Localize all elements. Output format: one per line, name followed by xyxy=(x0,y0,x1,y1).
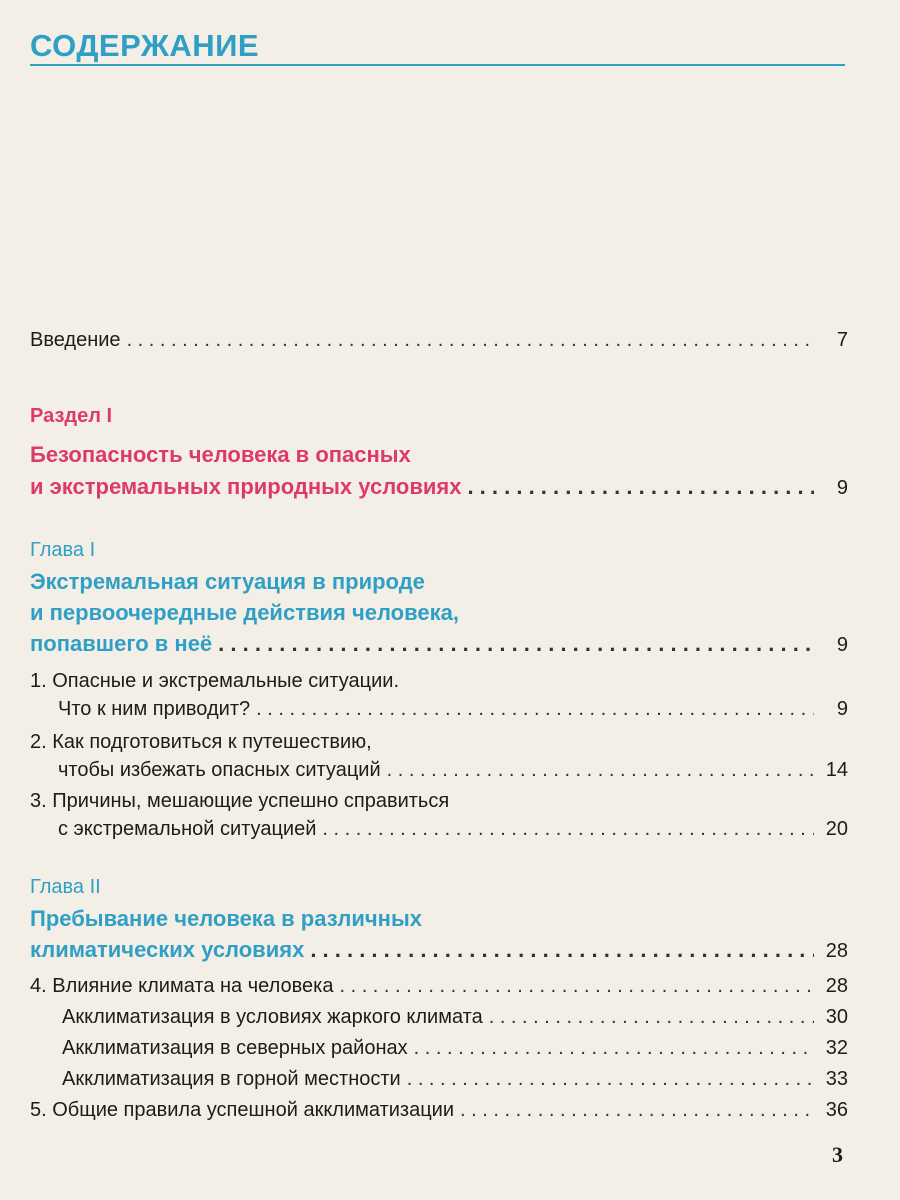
toc-entry-item4[interactable] xyxy=(30,974,848,998)
entry-page: 9 xyxy=(836,477,848,499)
toc-entry-north[interactable] xyxy=(62,1036,848,1060)
dot-leader xyxy=(322,817,814,841)
entry-title: Акклиматизация в условиях жаркого климата xyxy=(62,1006,483,1028)
entry-page: 28 xyxy=(825,940,848,962)
chapter1-title-line3: попавшего в неё xyxy=(30,631,213,656)
toc-entry-intro[interactable] xyxy=(30,328,848,352)
entry-page: 9 xyxy=(836,634,848,656)
dot-leader xyxy=(218,632,814,656)
chapter2-title-line1[interactable]: Пребывание человека в различных xyxy=(30,906,422,931)
dot-leader xyxy=(414,1036,814,1060)
entry-title: Акклиматизация в северных районах xyxy=(62,1037,408,1059)
section-label: Раздел I xyxy=(30,405,113,427)
chapter1-label: Глава I xyxy=(30,539,96,561)
entry-page: 30 xyxy=(825,1006,848,1028)
entry-title: 5. Общие правила успешной акклиматизации xyxy=(30,1099,454,1121)
page-number: 3 xyxy=(832,1142,843,1167)
toc-entry-item3[interactable] xyxy=(58,817,848,841)
entry-title: 4. Влияние климата на человека xyxy=(30,975,334,997)
dot-leader xyxy=(489,1005,814,1029)
item3-line1[interactable]: 3. Причины, мешающие успешно справиться xyxy=(30,790,450,812)
toc-entry-mountain[interactable] xyxy=(62,1067,848,1091)
entry-title: Введение xyxy=(30,329,121,351)
toc-entry-item1[interactable] xyxy=(58,697,848,721)
entry-page: 28 xyxy=(825,975,848,997)
toc-entry-item5[interactable] xyxy=(30,1098,848,1122)
chapter1-title-line1[interactable]: Экстремальная ситуация в природе xyxy=(30,569,425,594)
item1-line2: Что к ним приводит? xyxy=(58,698,251,720)
chapter2-title-line2: климатических условиях xyxy=(30,937,305,962)
section-title-line2: и экстремальных природных условиях xyxy=(30,474,462,499)
entry-page: 33 xyxy=(825,1068,848,1090)
entry-page: 32 xyxy=(825,1037,848,1059)
toc-entry-chapter1[interactable] xyxy=(30,632,848,657)
section-title-line1[interactable]: Безопасность человека в опасных xyxy=(30,442,411,467)
entry-page: 20 xyxy=(825,818,848,840)
dot-leader xyxy=(310,938,814,962)
item2-line2: чтобы избежать опасных ситуаций xyxy=(58,759,381,781)
toc-entry-hot-climate[interactable] xyxy=(62,1005,848,1029)
dot-leader xyxy=(127,328,814,352)
dot-leader xyxy=(387,758,814,782)
toc-entry-section1[interactable] xyxy=(30,475,848,500)
dot-leader xyxy=(467,475,814,499)
chapter2-label: Глава II xyxy=(30,876,101,898)
toc-entry-item2[interactable] xyxy=(58,758,848,782)
entry-title: Акклиматизация в горной местности xyxy=(62,1068,401,1090)
title-rule xyxy=(30,64,845,66)
item2-line1[interactable]: 2. Как подготовиться к путешествию, xyxy=(30,731,372,753)
toc-entry-chapter2[interactable] xyxy=(30,938,848,963)
entry-page: 7 xyxy=(836,329,848,351)
dot-leader xyxy=(339,974,814,998)
dot-leader xyxy=(460,1098,814,1122)
entry-page: 9 xyxy=(836,698,848,720)
item3-line2: с экстремальной ситуацией xyxy=(58,818,317,840)
page-title: СОДЕРЖАНИЕ xyxy=(30,28,260,63)
entry-page: 14 xyxy=(825,759,848,781)
dot-leader xyxy=(407,1067,814,1091)
dot-leader xyxy=(256,697,814,721)
entry-page: 36 xyxy=(825,1099,848,1121)
item1-line1[interactable]: 1. Опасные и экстремальные ситуации. xyxy=(30,670,400,692)
chapter1-title-line2[interactable]: и первоочередные действия человека, xyxy=(30,600,459,625)
